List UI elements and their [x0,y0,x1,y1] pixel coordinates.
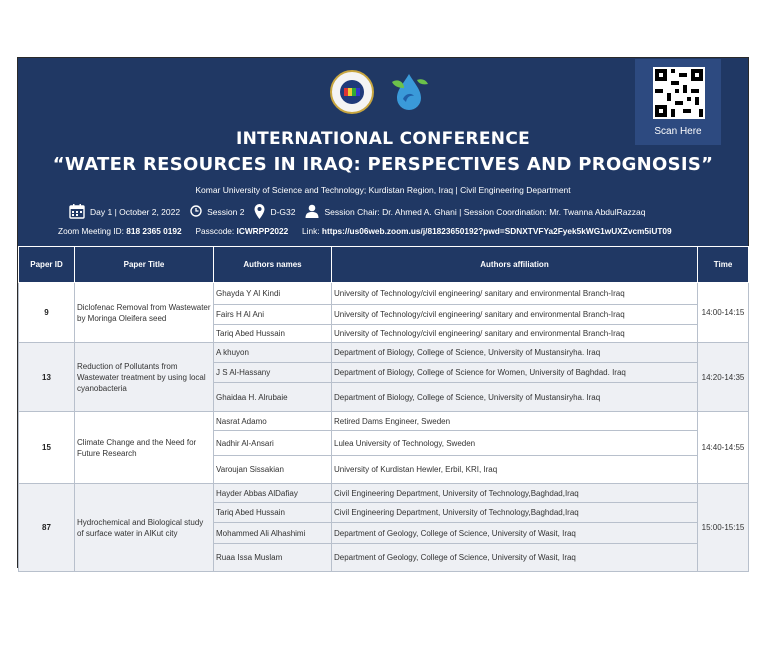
author-name: J S Al-Hassany [214,363,332,383]
session-chair: Session Chair: Dr. Ahmed A. Ghani | Session Coordination: Mr. Twanna AbdulRazzaq [324,207,646,217]
location-pin-icon [254,204,265,221]
table-row [19,412,749,431]
author-affiliation: Department of Biology, College of Science for Women, University of Baghdad. Iraq [332,363,698,383]
paper-id: 87 [19,484,75,572]
conference-schedule [17,57,749,568]
table-row [19,283,749,305]
paper-title: Diclofenac Removal from Wastewater by Moringa Oleifera seed [75,283,214,343]
author-name: A khuyon [214,343,332,363]
calendar-icon [69,204,85,221]
author-affiliation: Civil Engineering Department, University of Technology,Baghdad,Iraq [332,484,698,503]
session-day: Day 1 | October 2, 2022 [90,207,181,217]
zoom-info [58,226,672,236]
author-name: Nadhir Al-Ansari [214,431,332,456]
col-paper-id: Paper ID [19,247,75,283]
col-paper-title: Paper Title [75,247,214,283]
author-name: Mohammed Ali Alhashimi [214,523,332,544]
author-affiliation: University of Kurdistan Hewler, Erbil, KRI, Iraq [332,456,698,484]
author-affiliation: University of Technology/civil engineering/ sanitary and environmental Branch-Iraq [332,305,698,325]
author-name: Tariq Abed Hussain [214,503,332,523]
qr-code[interactable] [653,67,705,119]
author-name: Fairs H Al Ani [214,305,332,325]
author-name: Ruaa Issa Muslam [214,544,332,572]
clock-icon [190,205,202,219]
zoom-label: Zoom Meeting ID: [58,226,124,236]
session-room: D-G32 [270,207,296,217]
author-name: Hayder Abbas AlDafiay [214,484,332,503]
author-affiliation: Department of Geology, College of Science, University of Wasit, Iraq [332,544,698,572]
paper-title: Reduction of Pollutants from Wastewater treatment by using local cyanobacteria [75,343,214,412]
zoom-link[interactable]: https://us06web.zoom.us/j/81823650192?pwd=SDNXTVFYa2Fyek5kWG1wUXZvcm5iUT09 [321,226,672,236]
schedule-table [18,246,749,572]
zoom-meeting-id[interactable]: 818 2365 0192 [126,226,182,236]
author-affiliation: Department of Biology, College of Science, University of Mustansiryha. Iraq [332,383,698,412]
author-affiliation: Department of Geology, College of Science, University of Wasit, Iraq [332,523,698,544]
table-row [19,484,749,503]
author-name: Varoujan Sissakian [214,456,332,484]
paper-title: Hydrochemical and Biological study of surface water in AlKut city [75,484,214,572]
paper-title: Climate Change and the Need for Future Research [75,412,214,484]
author-name: Ghaidaa H. Alrubaie [214,383,332,412]
paper-time: 14:00-14:15 [698,283,749,343]
paper-id: 9 [19,283,75,343]
paper-time: 14:20-14:35 [698,343,749,412]
author-affiliation: Retired Dams Engineer, Sweden [332,412,698,431]
table-row [19,343,749,363]
logos [330,68,460,118]
session-info [69,203,645,221]
conference-title: INTERNATIONAL CONFERENCE [235,129,531,149]
university-seal-logo [330,70,374,114]
col-authors-names: Authors names [214,247,332,283]
col-authors-affiliation: Authors affiliation [332,247,698,283]
passcode-label: Passcode: [195,226,235,236]
session-number: Session 2 [207,207,245,217]
passcode[interactable]: ICWRPP2022 [236,226,289,236]
author-affiliation: Civil Engineering Department, University of Technology,Baghdad,Iraq [332,503,698,523]
author-name: Ghayda Y Al Kindi [214,283,332,305]
author-affiliation: Lulea University of Technology, Sweden [332,431,698,456]
person-icon [305,204,319,220]
author-affiliation: University of Technology/civil engineering/ sanitary and environmental Branch-Iraq [332,283,698,305]
paper-id: 15 [19,412,75,484]
author-name: Nasrat Adamo [214,412,332,431]
table-header-row [19,247,749,283]
link-label: Link: [302,226,320,236]
author-name: Tariq Abed Hussain [214,325,332,343]
paper-time: 14:40-14:55 [698,412,749,484]
scan-here-label: Scan Here [654,126,702,137]
author-affiliation: University of Technology/civil engineering/ sanitary and environmental Branch-Iraq [332,325,698,343]
schedule-header [18,58,748,246]
paper-id: 13 [19,343,75,412]
paper-time: 15:00-15:15 [698,484,749,572]
host-line: Komar University of Science and Technology; Kurdistan Region, Iraq | Civil Engineering Department [195,185,571,195]
conference-theme: “WATER RESOURCES IN IRAQ: PERSPECTIVES AND PROGNOSIS” [52,154,714,175]
author-affiliation: Department of Biology, College of Science, University of Mustansiryha. Iraq [332,343,698,363]
col-time: Time [698,247,749,283]
water-drop-logo [384,68,434,118]
